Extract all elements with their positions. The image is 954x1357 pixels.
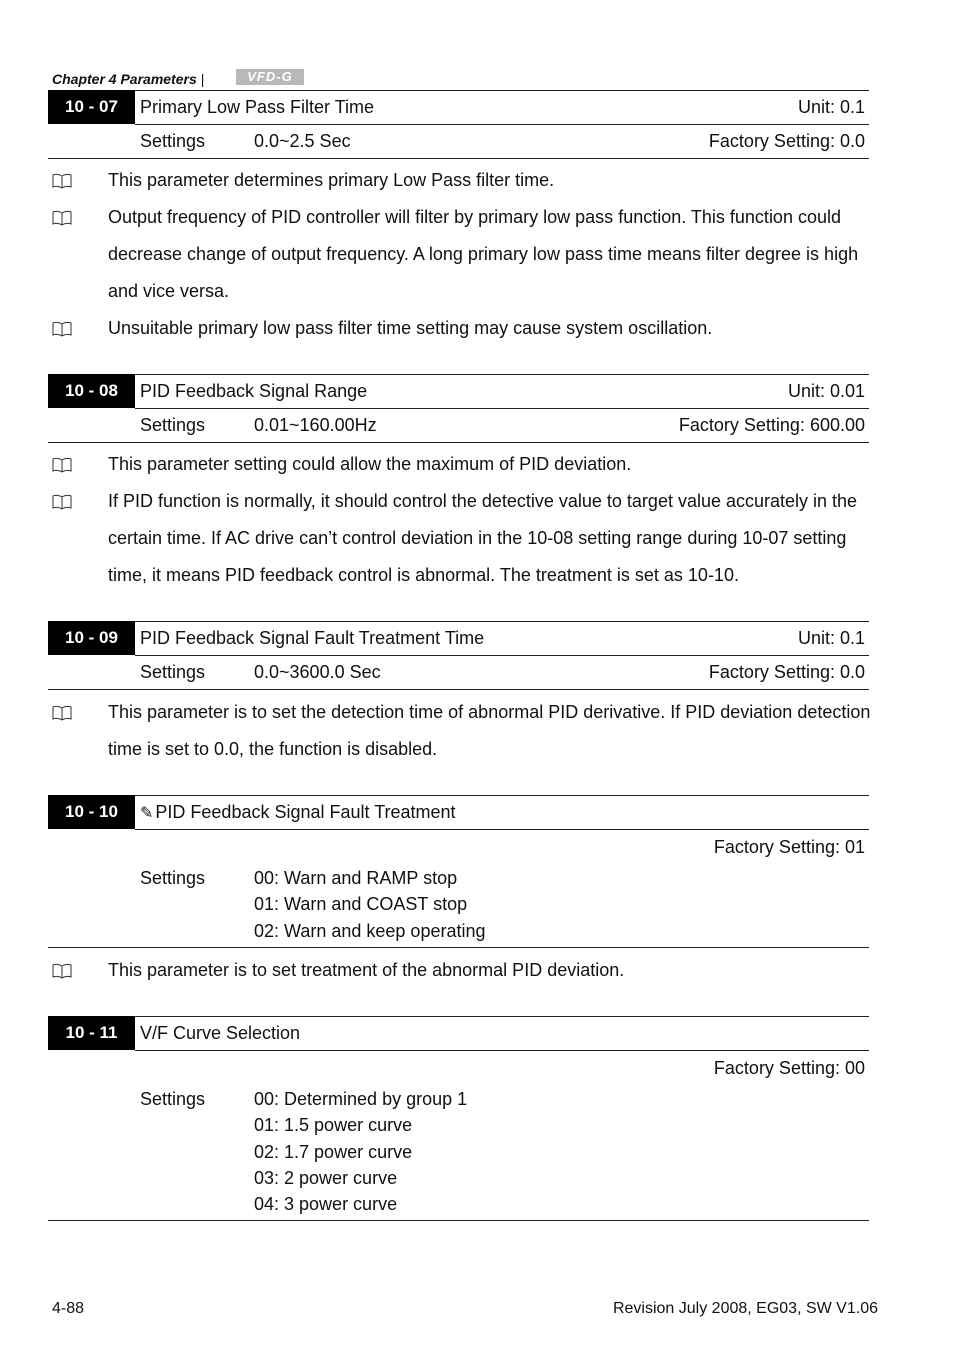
- revision-info: Revision July 2008, EG03, SW V1.06: [612, 1300, 878, 1317]
- setting-option: 01: 1.5 power curve: [254, 1115, 413, 1135]
- setting-option: 00: Warn and RAMP stop: [254, 868, 458, 888]
- param-10-10: [48, 795, 869, 948]
- settings-range: 0.01~160.00Hz: [254, 415, 377, 435]
- book-icon: [52, 952, 74, 979]
- settings-range: 0.0~2.5 Sec: [254, 131, 351, 151]
- notes-10-09: [48, 694, 888, 768]
- settings-label: Settings: [140, 131, 206, 151]
- book-icon: [52, 694, 74, 721]
- factory-setting: Factory Setting: 0.0: [708, 131, 865, 151]
- param-10-08: [48, 374, 869, 443]
- factory-setting: Factory Setting: 00: [713, 1058, 865, 1078]
- param-unit: Unit: 0.1: [797, 97, 865, 117]
- param-code: 10 - 10: [48, 795, 135, 829]
- note: This parameter determines primary Low Pass filter time.: [48, 162, 888, 199]
- param-code: 10 - 11: [48, 1016, 135, 1050]
- book-icon: [52, 446, 74, 473]
- param-code: 10 - 07: [48, 90, 135, 124]
- param-code: 10 - 09: [48, 621, 135, 655]
- param-title: V/F Curve Selection: [140, 1023, 301, 1043]
- book-icon: [52, 162, 74, 189]
- settings-label: Settings: [140, 1089, 206, 1109]
- setting-option: 00: Determined by group 1: [254, 1089, 468, 1109]
- setting-option: 02: 1.7 power curve: [254, 1142, 413, 1162]
- pencil-icon: ✎: [140, 805, 154, 822]
- settings-label: Settings: [140, 415, 206, 435]
- param-unit: Unit: 0.01: [787, 381, 865, 401]
- setting-option: 04: 3 power curve: [254, 1194, 398, 1214]
- notes-10-07: [48, 162, 888, 347]
- param-10-09: [48, 621, 869, 690]
- note: Output frequency of PID controller will filter by primary low pass function. This function could decrease change of output frequency. A long primary low pass time means filter degree is high and vice versa.: [48, 199, 888, 310]
- notes-10-10: [48, 952, 888, 989]
- param-code: 10 - 08: [48, 374, 135, 408]
- vfd-g-logo: VFD-G: [236, 69, 304, 85]
- param-title: ✎ PID Feedback Signal Fault Treatment: [140, 802, 456, 822]
- param-title: Primary Low Pass Filter Time: [140, 97, 375, 117]
- param-10-07: [48, 90, 869, 159]
- factory-setting: Factory Setting: 600.00: [678, 415, 865, 435]
- setting-option: 02: Warn and keep operating: [254, 921, 486, 941]
- param-title: PID Feedback Signal Range: [140, 381, 368, 401]
- page-number: 4-88: [52, 1300, 85, 1317]
- note: This parameter setting could allow the maximum of PID deviation.: [48, 446, 888, 483]
- settings-range: 0.0~3600.0 Sec: [254, 662, 381, 682]
- setting-option: 03: 2 power curve: [254, 1168, 398, 1188]
- param-unit: Unit: 0.1: [797, 628, 865, 648]
- factory-setting: Factory Setting: 0.0: [708, 662, 865, 682]
- chapter-header: Chapter 4 Parameters |: [52, 71, 205, 87]
- settings-label: Settings: [140, 662, 206, 682]
- book-icon: [52, 483, 74, 510]
- note: Unsuitable primary low pass filter time setting may cause system oscillation.: [48, 310, 888, 347]
- param-title: PID Feedback Signal Fault Treatment Time: [140, 628, 485, 648]
- note: This parameter is to set the detection time of abnormal PID derivative. If PID deviation detection time is set to 0.0, the function is disabled.: [48, 694, 888, 768]
- param-10-11: [48, 1016, 869, 1221]
- book-icon: [52, 310, 74, 337]
- notes-10-08: [48, 446, 888, 594]
- book-icon: [52, 199, 74, 226]
- setting-option: 01: Warn and COAST stop: [254, 894, 468, 914]
- settings-label: Settings: [140, 868, 206, 888]
- note: If PID function is normally, it should control the detective value to target value accurately in the certain time. If AC drive can’t control deviation in the 10-08 setting range during 10-07 setting time, it means PID feedback control is abnormal. The treatment is set as 10-10.: [48, 483, 888, 594]
- factory-setting: Factory Setting: 01: [713, 837, 865, 857]
- note: This parameter is to set treatment of the abnormal PID deviation.: [48, 952, 888, 989]
